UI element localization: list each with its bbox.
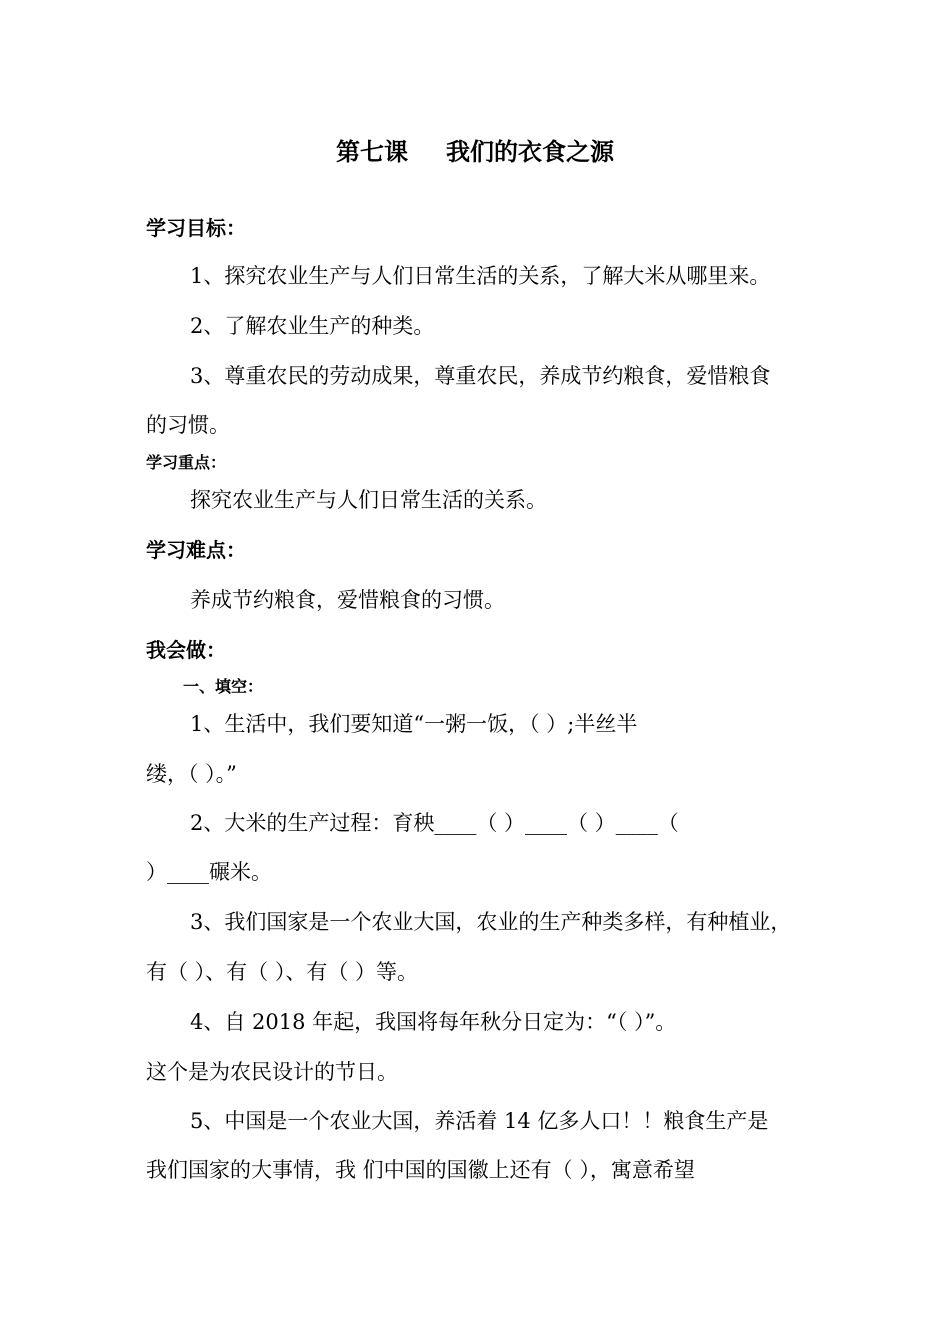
goal-item-1: 1、探究农业生产与人们日常生活的关系，了解大米从哪里来。 bbox=[190, 264, 771, 288]
question-5-line-1: 5、中国是一个农业大国，养活着 14 亿多人口！！粮食生产是 bbox=[190, 1109, 769, 1133]
goals-heading: 学习目标： bbox=[146, 216, 246, 240]
question-2-line-1: 2、大米的生产过程：育秧____（ ）____（ ）____（ bbox=[190, 811, 679, 835]
question-4-line-1: 4、自 2018 年起，我国将每年秋分日定为：“（ ）”。 bbox=[190, 1010, 677, 1034]
title-lesson-number: 第七课 bbox=[336, 138, 408, 166]
page-title bbox=[0, 136, 950, 168]
fill-blank-heading: 一、填空： bbox=[183, 677, 264, 696]
question-2-line-2: ）____碾米。 bbox=[146, 860, 272, 884]
question-5-line-2: 我们国家的大事情，我 们中国的国徽上还有（ ），寓意希望 bbox=[146, 1158, 695, 1182]
question-3-line-1: 3、我们国家是一个农业大国，农业的生产种类多样，有种植业， bbox=[190, 910, 792, 934]
question-1-line-2: 缕，（ ）。” bbox=[146, 762, 237, 786]
goal-item-3-continued: 的习惯。 bbox=[146, 413, 230, 437]
key-points-text: 探究农业生产与人们日常生活的关系。 bbox=[190, 488, 547, 512]
goal-item-2: 2、了解农业生产的种类。 bbox=[190, 314, 435, 338]
question-3-line-2: 有（ ）、有（ ）、有（ ）等。 bbox=[146, 960, 419, 984]
key-points-heading: 学习重点： bbox=[146, 453, 227, 472]
question-1-line-1: 1、生活中，我们要知道“一粥一饭，（ ）;半丝半 bbox=[190, 712, 638, 736]
title-lesson-name: 我们的衣食之源 bbox=[446, 138, 614, 166]
exercise-heading: 我会做： bbox=[146, 638, 226, 662]
question-4-line-2: 这个是为农民设计的节日。 bbox=[146, 1060, 398, 1084]
goal-item-3: 3、尊重农民的劳动成果，尊重农民，养成节约粮食，爱惜粮食 bbox=[190, 364, 771, 388]
difficulty-text: 养成节约粮食，爱惜粮食的习惯。 bbox=[190, 588, 505, 612]
difficulty-heading: 学习难点： bbox=[146, 538, 246, 562]
